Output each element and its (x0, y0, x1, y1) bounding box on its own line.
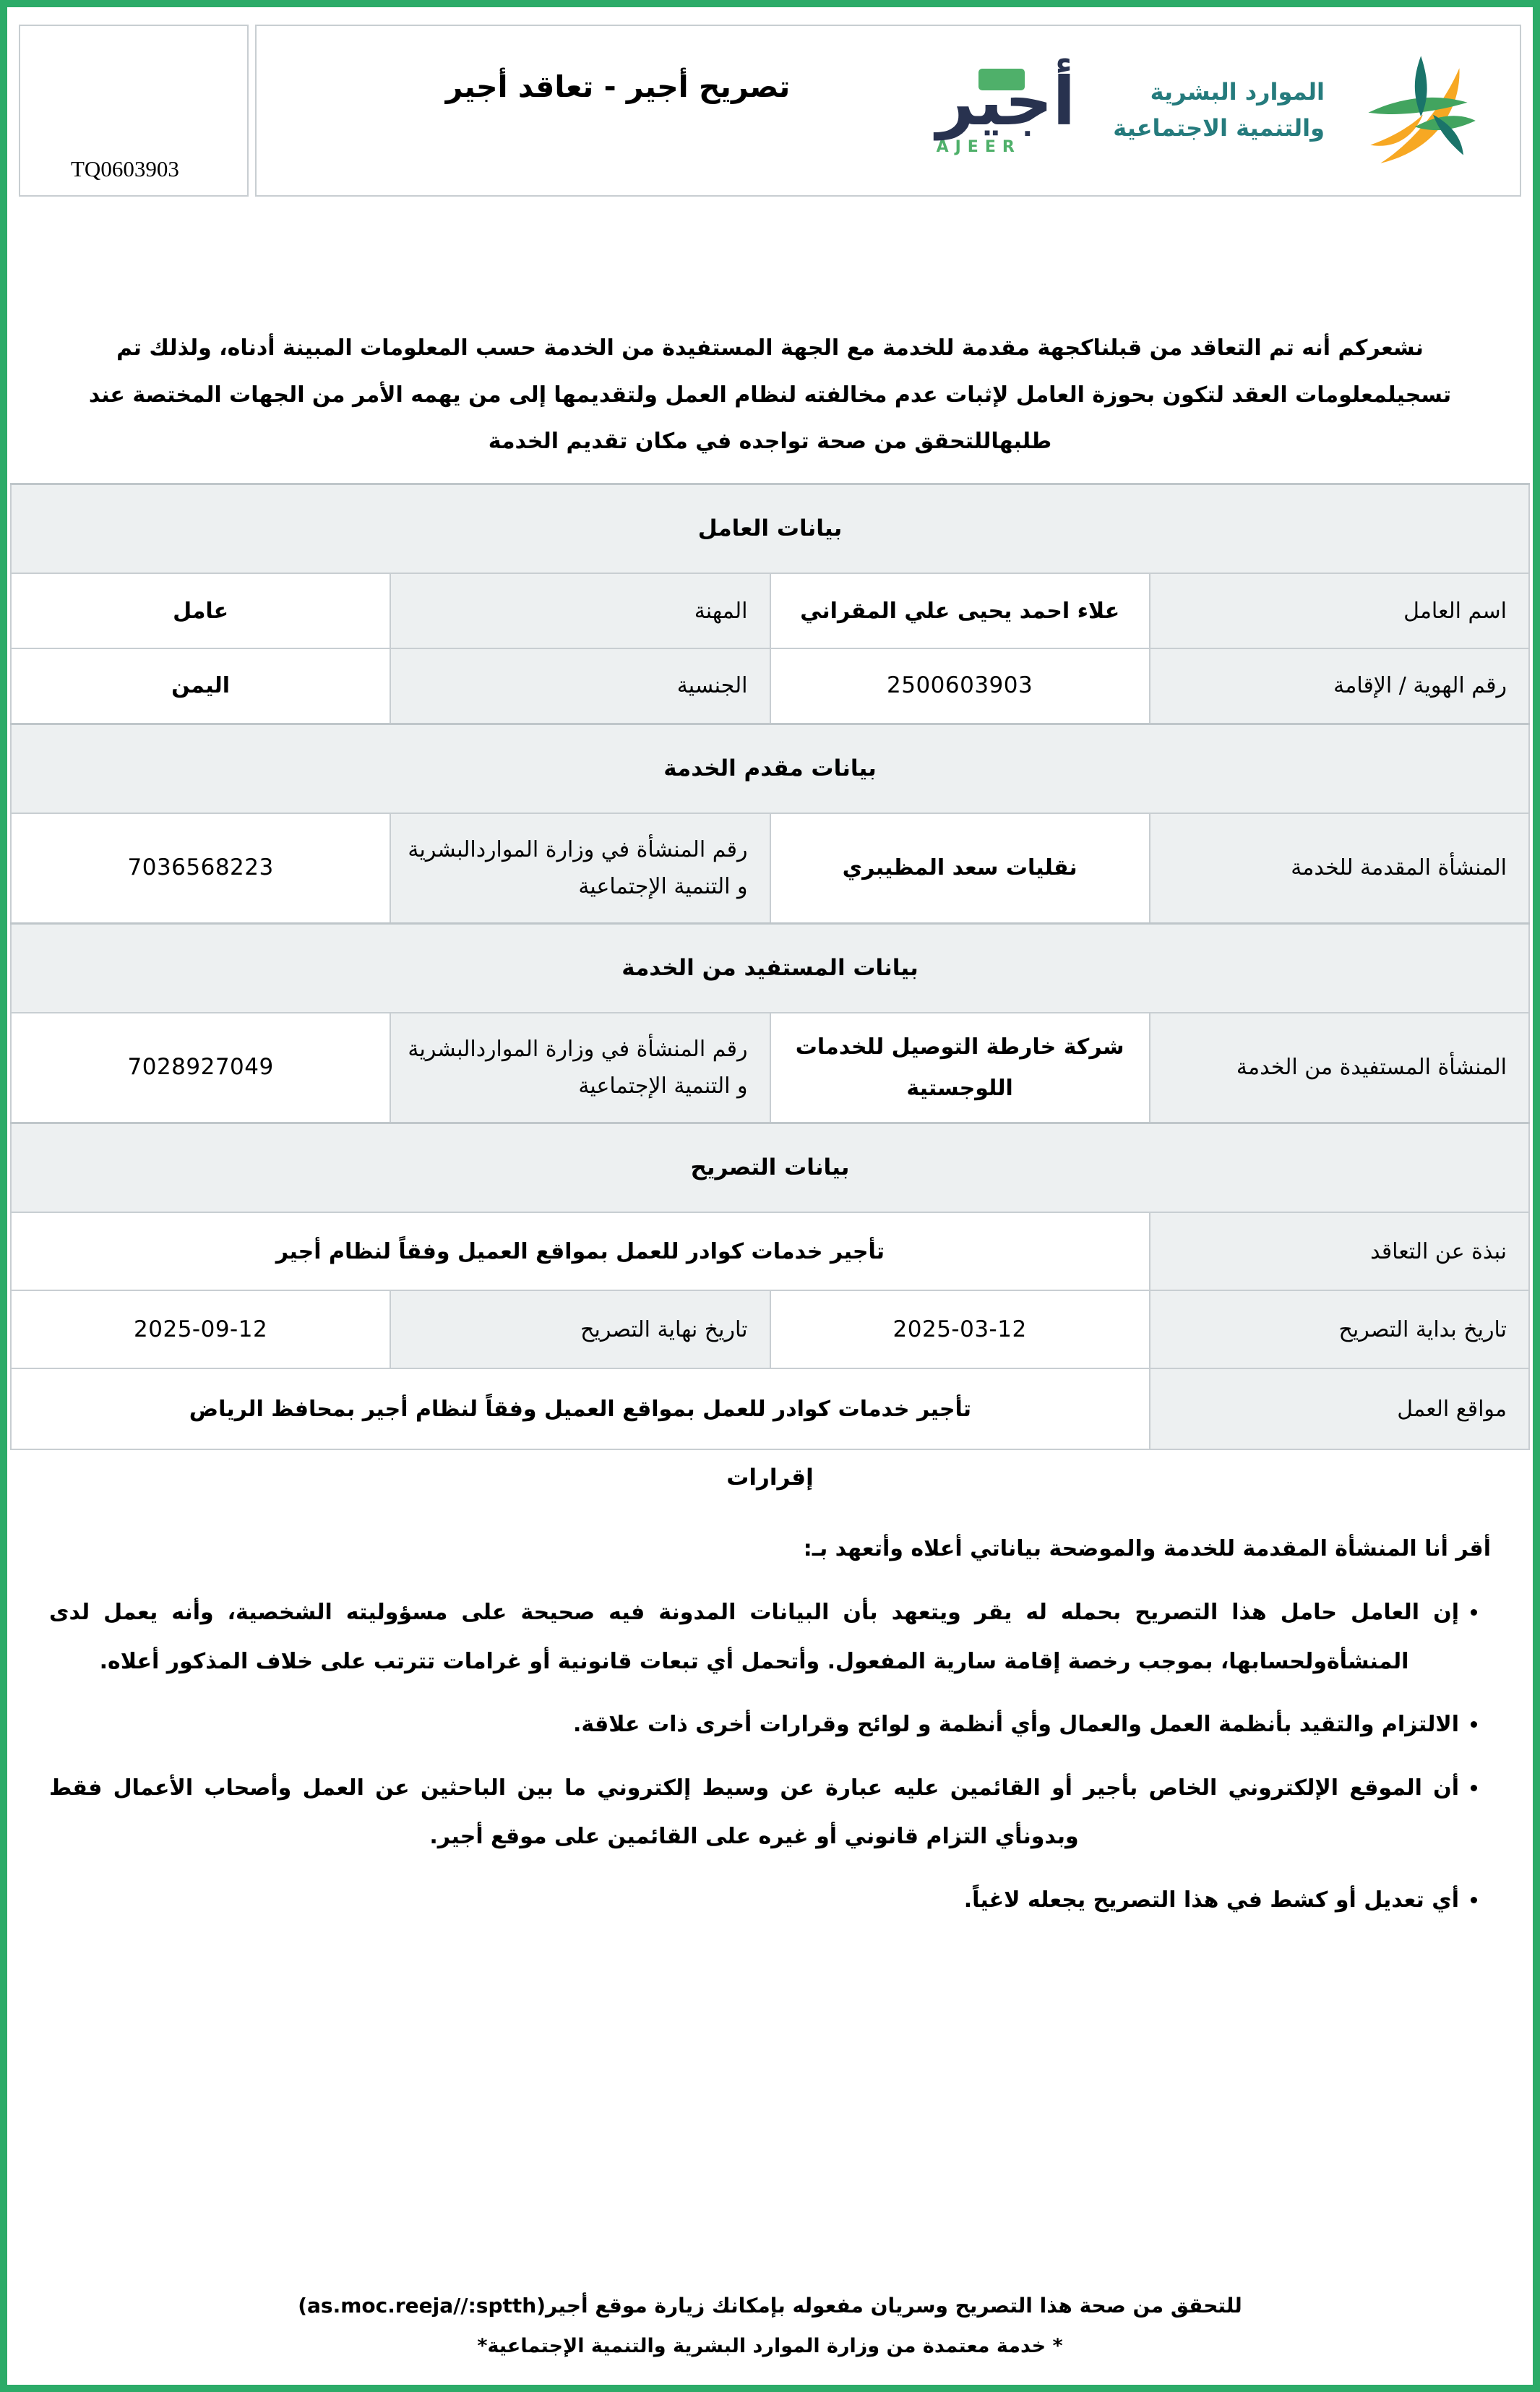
section-row-worker (11, 484, 1529, 573)
provider-name-label: المنشأة المقدمة للخدمة (1150, 813, 1529, 923)
section-title-permit: بيانات التصريح (11, 1123, 1529, 1212)
provider-mol-number-value: 7036568223 (11, 813, 390, 923)
nationality-value: اليمن (11, 648, 390, 724)
table-row (11, 1013, 1529, 1123)
beneficiary-mol-number-label: رقم المنشأة في وزارة المواردالبشرية و التنمية الإجتماعية (390, 1013, 770, 1123)
provider-name-value: نقليات سعد المظيبري (770, 813, 1150, 923)
declarations-list (49, 1588, 1491, 1924)
section-title-provider: بيانات مقدم الخدمة (11, 724, 1529, 813)
profession-value: عامل (11, 573, 390, 648)
table-row (11, 573, 1529, 648)
table-row (11, 1290, 1529, 1368)
ministry-logo-text (1113, 74, 1325, 146)
doc-number: TQ0603903 (71, 156, 179, 181)
declarations-intro: أقر أنا المنشأة المقدمة للخدمة والموضحة بياناتي أعلاه وأتعهد بـ: (803, 1536, 1491, 1561)
provider-mol-number-label: رقم المنشأة في وزارة المواردالبشرية و التنمية الإجتماعية (390, 813, 770, 923)
list-item: • إن العامل حامل هذا التصريح بحمله له يقر ويتعهد بأن البيانات المدونة فيه صحيحة على مسؤوليته الشخصية، وأنه يعمل لدى المنشأةولحسابها، بموجب رخصة إقامة سارية المفعول. وأتحمل أي تبعات قانونية أو غرامات تترتب على خلاف المذكور أعلاه. (49, 1588, 1459, 1686)
ajeer-logo-arabic: أجير (936, 62, 1076, 140)
list-item: • أي تعديل أو كشط في هذا التصريح يجعله لاغياً. (49, 1876, 1459, 1925)
ajeer-logo (936, 62, 1076, 157)
ajeer-logo-latin: AJEER (936, 138, 1021, 157)
work-locations-value: تأجير خدمات كوادر للعمل بمواقع العميل وفقاً لنظام أجير بمحافظ الرياض (11, 1368, 1150, 1449)
beneficiary-mol-number-value: 7028927049 (11, 1013, 390, 1123)
end-date-value: 2025-09-12 (11, 1290, 390, 1368)
declarations-title: إقرارات (726, 1465, 814, 1491)
start-date-label: تاريخ بداية التصريح (1150, 1290, 1529, 1368)
title-box (255, 25, 1521, 197)
work-locations-label: مواقع العمل (1150, 1368, 1529, 1449)
list-item: • الالتزام والتقيد بأنظمة العمل والعمال وأي أنظمة و لوائح وقرارات أخرى ذات علاقة. (49, 1700, 1459, 1749)
section-row-permit (11, 1123, 1529, 1212)
nationality-label: الجنسية (390, 648, 770, 724)
worker-name-value: علاء احمد يحيى علي المقراني (770, 573, 1150, 648)
id-number-label: رقم الهوية / الإقامة (1150, 648, 1529, 724)
logos (937, 45, 1484, 176)
list-item: • أن الموقع الإلكتروني الخاص بأجير أو القائمين عليه عبارة عن وسيط إلكتروني ما بين الباحثين عن العمل وأصحاب الأعمال فقط وبدونأي التزام قانوني أو غيره على القائمين على موقع أجير. (49, 1764, 1459, 1861)
doc-number-box (19, 25, 249, 197)
profession-label: المهنة (390, 573, 770, 648)
footer-verification-text: للتحقق من صحة هذا التصريح وسريان مفعوله بإمكانك زيارة موقع أجير(as.moc.reeja//:sptth) (298, 2294, 1242, 2318)
table-row (11, 813, 1529, 923)
footer (7, 2294, 1533, 2357)
start-date-value: 2025-03-12 (770, 1290, 1150, 1368)
permit-table (10, 483, 1530, 1451)
ministry-emblem-icon (1362, 50, 1484, 171)
contract-brief-value: تأجير خدمات كوادر للعمل بمواقع العميل وفقاً لنظام أجير (11, 1212, 1150, 1290)
section-title-worker: بيانات العامل (11, 484, 1529, 573)
intro-paragraph: نشعركم أنه تم التعاقد من قبلناكجهة مقدمة للخدمة مع الجهة المستفيدة من الخدمة حسب المعلومات المبينة أدناه، ولذلك تم تسجيلمعلومات العقد لتكون بحوزة العامل لإثبات عدم مخالفته لنظام العمل ولتقديمها إلى من يهمه الأمر من الجهات المختصة عند طلبهاللتحقق من صحة تواجده في مكان تقديم الخدمة (88, 335, 1452, 454)
ministry-name-line2: والتنمية الاجتماعية (1113, 114, 1325, 142)
end-date-label: تاريخ نهاية التصريح (390, 1290, 770, 1368)
contract-brief-label: نبذة عن التعاقد (1150, 1212, 1529, 1290)
table-row (11, 1368, 1529, 1449)
ajeer-logo-mark (936, 62, 1076, 140)
section-row-provider (11, 724, 1529, 813)
worker-name-label: اسم العامل (1150, 573, 1529, 648)
beneficiary-name-value: شركة خارطة التوصيل للخدمات اللوجستية (770, 1013, 1150, 1123)
header (19, 25, 1521, 197)
table-row (11, 1212, 1529, 1290)
ministry-name-line1: الموارد البشرية (1150, 78, 1325, 106)
section-title-beneficiary: بيانات المستفيد من الخدمة (11, 923, 1529, 1013)
id-number-value: 2500603903 (770, 648, 1150, 724)
page-title: تصريح أجير - تعاقد أجير (445, 69, 791, 104)
beneficiary-name-label: المنشأة المستفيدة من الخدمة (1150, 1013, 1529, 1123)
footer-accreditation-text: * خدمة معتمدة من وزارة الموارد البشرية والتنمية الإجتماعية* (477, 2335, 1063, 2357)
table-row (11, 648, 1529, 724)
section-row-beneficiary (11, 923, 1529, 1013)
